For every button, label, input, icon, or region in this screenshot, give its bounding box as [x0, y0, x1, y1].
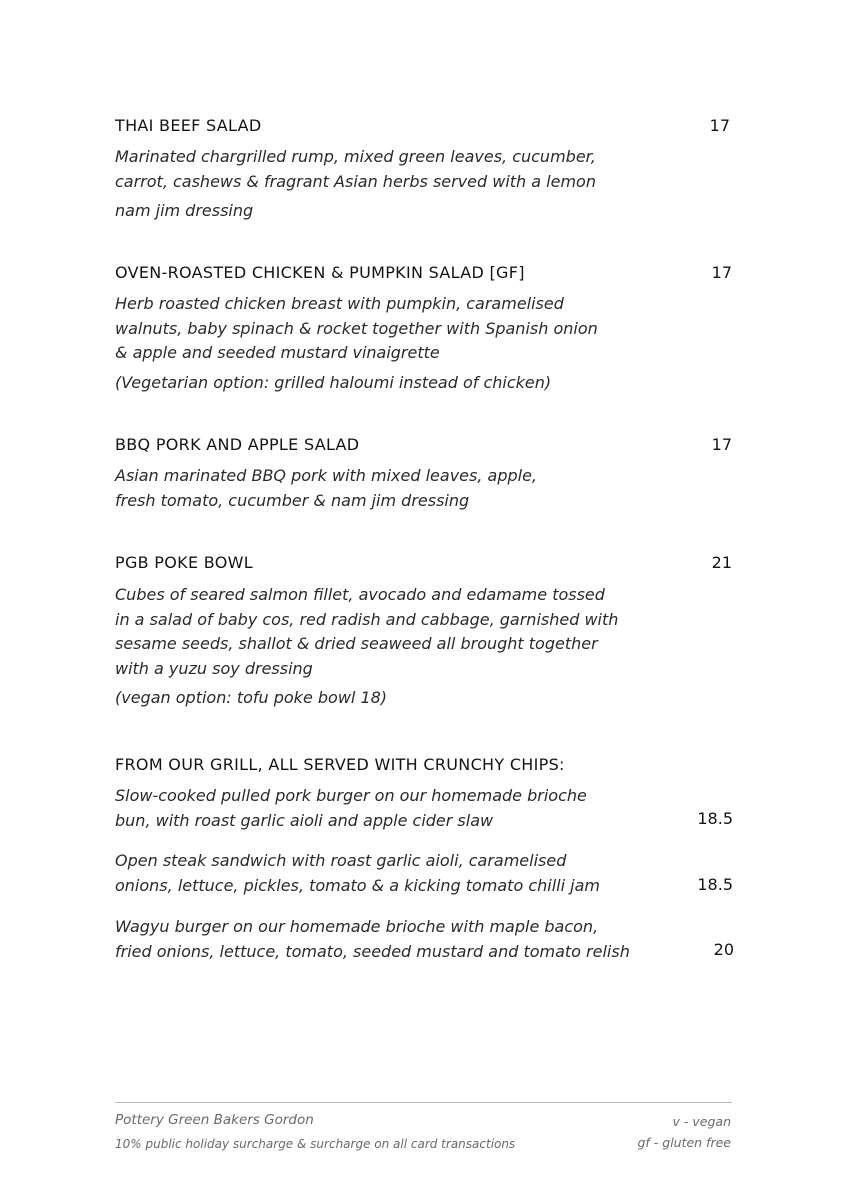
- description-line: Herb roasted chicken breast with pumpkin, caramelised: [115, 294, 564, 313]
- surcharge-note: 10% public holiday surcharge & surcharge on all card transactions: [115, 1137, 516, 1151]
- description-line: Open steak sandwich with roast garlic aioli, caramelised: [115, 851, 567, 870]
- legend-gluten-free: gf - gluten free: [637, 1135, 731, 1150]
- description-line: nam jim dressing: [115, 201, 254, 220]
- description-line: in a salad of baby cos, red radish and cabbage, garnished with: [115, 609, 619, 629]
- item-price: 18.5: [697, 809, 733, 828]
- description-line: sesame seeds, shallot & dried seaweed all brought together: [115, 634, 598, 653]
- vegetarian-option-note: (Vegetarian option: grilled haloumi instead of chicken): [115, 372, 552, 392]
- item-description: [115, 915, 630, 964]
- item-description: [115, 464, 537, 513]
- description-line: with a yuzu soy dressing: [115, 658, 313, 678]
- description-line: Slow-cooked pulled pork burger on our homemade brioche: [115, 786, 587, 805]
- item-price: 17: [709, 116, 730, 135]
- description-line: & apple and seeded mustard vinaigrette: [115, 343, 440, 362]
- item-price: 17: [711, 263, 732, 282]
- item-price: 18.5: [697, 875, 733, 894]
- item-title: OVEN-ROASTED CHICKEN & PUMPKIN SALAD [GF]: [115, 263, 525, 282]
- section-heading: FROM OUR GRILL, ALL SERVED WITH CRUNCHY CHIPS:: [115, 755, 565, 774]
- footer-divider: [115, 1102, 732, 1103]
- description-line: onions, lettuce, pickles, tomato & a kicking tomato chilli jam: [115, 875, 600, 895]
- description-line: walnuts, baby spinach & rocket together with Spanish onion: [115, 318, 598, 338]
- item-price: 20: [713, 940, 734, 959]
- business-name: Pottery Green Bakers Gordon: [115, 1112, 314, 1128]
- item-description: [115, 784, 587, 833]
- item-title: PGB POKE BOWL: [115, 553, 253, 572]
- description-line: bun, with roast garlic aioli and apple cider slaw: [115, 810, 494, 830]
- description-line: Wagyu burger on our homemade brioche with maple bacon,: [115, 917, 599, 936]
- item-title: BBQ PORK AND APPLE SALAD: [115, 435, 360, 454]
- description-line: carrot, cashews & fragrant Asian herbs served with a lemon: [115, 171, 596, 191]
- vegan-option-note: (vegan option: tofu poke bowl 18): [115, 688, 388, 707]
- item-description: [115, 145, 596, 224]
- item-price: 17: [711, 435, 732, 454]
- item-description: [115, 292, 598, 395]
- description-line: Marinated chargrilled rump, mixed green leaves, cucumber,: [115, 147, 596, 166]
- description-line: Asian marinated BBQ pork with mixed leaves, apple,: [115, 466, 538, 485]
- item-title: THAI BEEF SALAD: [115, 116, 262, 135]
- description-line: fried onions, lettuce, tomato, seeded mustard and tomato relish: [115, 941, 630, 961]
- description-line: fresh tomato, cucumber & nam jim dressing: [115, 490, 470, 510]
- legend-vegan: v - vegan: [672, 1114, 731, 1129]
- item-description: [115, 849, 600, 898]
- description-line: Cubes of seared salmon fillet, avocado and edamame tossed: [115, 585, 605, 604]
- item-price: 21: [711, 553, 732, 572]
- item-description: [115, 583, 618, 711]
